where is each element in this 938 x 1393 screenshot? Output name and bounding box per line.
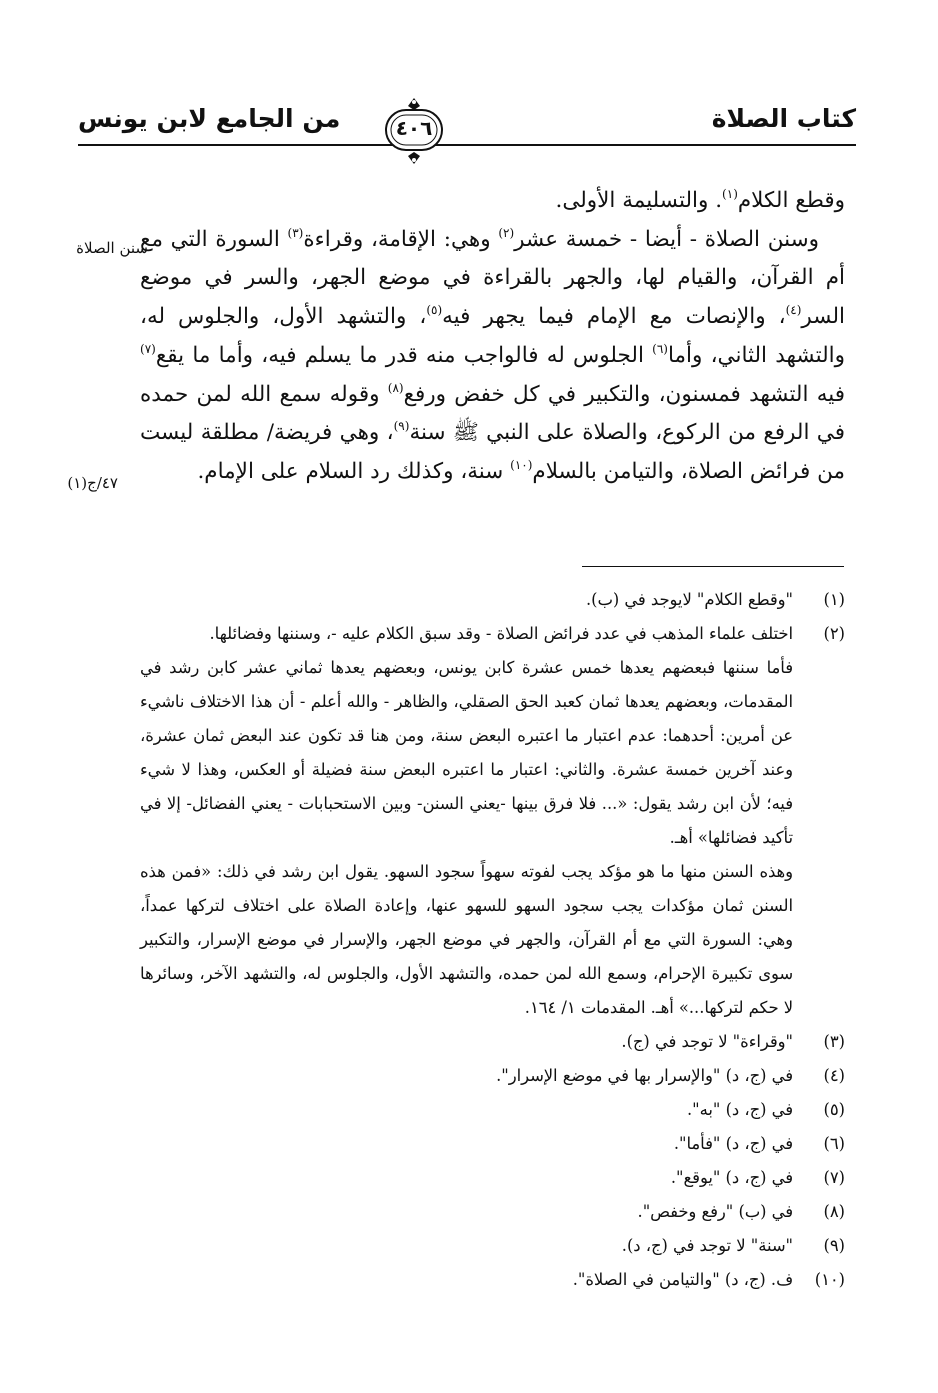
footnote-number: (٣) [823,1032,845,1051]
footnote-ref[interactable]: (٥) [426,303,443,318]
footnote-ref[interactable]: (٦) [652,341,668,356]
footnote-number: (٩) [823,1236,845,1255]
footnote-number: (٨) [823,1202,845,1221]
footnote: (٥) في (ج، د) "به". [140,1093,845,1127]
footnote-ref[interactable]: (٨) [387,380,404,395]
footnote-number: (٦) [823,1134,845,1153]
paragraph: وقطع الكلام$^{(١)}$. والتسليمة الأولى. [555,187,845,213]
footnote-number: (١) [823,590,845,609]
footnote: (٧) في (ج، د) "يوقع". [140,1161,845,1195]
footnotes [140,583,845,1297]
page-number: ٤٠٦ [395,116,433,140]
source-title: من الجامع لابن يونس [78,104,341,133]
footnote: (٤) في (ج، د) "والإسرار بها في موضع الإسرار". [140,1059,845,1093]
margin-note-folio: ٤٧/ج(١) [67,474,118,492]
running-header [78,96,856,166]
footnote-ref[interactable]: (٣) [287,225,304,240]
footnote-ref[interactable]: (٩) [393,419,410,434]
paragraph: وسنن الصلاة - أيضا - خمسة عشر$^{(٢)}$ وهي: الإقامة، وقراءة$^{(٣)}$ السورة التي مع أم القرآن، والقيام لها، والجهر بالقراءة في موضع الجهر، والسر في موضع السر$^{(٤)}$، والإنصات مع الإمام فيما يجهر فيه$^{(٥)}$، والتشهد الأول، والجلوس له، والتشهد الثاني، وأما$^{(٦)}$ الجلوس له فالواجب منه قدر ما يسلم فيه، وأما ما يقع$^{(٧)}$ فيه التشهد فمسنون، والتكبير في كل خفض ورفع$^{(٨)}$ وقوله سمع الله لمن حمده في الرفع من الركوع، والصلاة على النبي ﷺ سنة$^{(٩)}$، وهي فريضة/ مطلقة ليست من فرائض الصلاة، والتيامن بالسلام$^{(١٠)}$ سنة، وكذلك رد السلام على الإمام. [140,225,846,484]
footnote: (٢) اختلف علماء المذهب في عدد فرائض الصلاة - وقد سبق الكلام عليه -، وسننها وفضائلها. فأما سننها فبعضهم يعدها خمس عشرة كابن يونس، وبعضهم يعدها ثماني عشر كابن رشد في المقدمات، وبعضهم يعدها ثمان كعبد الحق الصقلي، والظاهر - والله أعلم - أن هذا الاختلاف ناشيء عن أمرين: أحدهما: عدم اعتبار ما اعتبره البعض سنة، ومن هنا قد تكون عند البعض ثمان عشرة، وعند آخرين خمسة عشرة. والثاني: اعتبار ما اعتبره البعض سنة فضيلة أو العكس، وهذا لا شيء فيه؛ لأن ابن رشد يقول: «... فلا فرق بينها -يعني السنن- وبين الاستحبابات - يعني الفضائل- إلا في تأكيد فضائلها» أهـ. وهذه السنن منها ما هو مؤكد يجب لفوته سهواً سجود السهو. يقول ابن رشد في ذلك: «فمن هذه السنن ثمان مؤكدات يجب سجود السهو للسهو عنها، وإعادة الصلاة على اختلاف لتركها عمداً، وهي: السورة التي مع أم القرآن، والجهر في موضع الجهر، والإسرار في موضع الإسرار، والتكبير سوى تكبيرة الإحرام، وسمع الله لمن حمده، والتشهد الأول، والجلوس له، والتشهد الآخر، وسائرها لا حكم لتركها...» أهـ. المقدمات ١/ ١٦٤. [140,617,845,1025]
footnote: (٩) "سنة" لا توجد في (ج، د). [140,1229,845,1263]
footnote-ref[interactable]: (١٠) [510,457,533,472]
footnote-number: (٤) [823,1066,845,1085]
footnote-ref[interactable]: (٢) [498,225,515,240]
footnote-ref[interactable]: (١) [722,187,738,201]
footnote-number: (٢) [823,624,845,643]
footnote: (٦) في (ج، د) "فأما". [140,1127,845,1161]
footnote-number: (٥) [823,1100,845,1119]
footnote: (١) "وقطع الكلام" لايوجد في (ب). [140,583,845,617]
footnote-number: (١٠) [814,1270,845,1289]
footnote: (١٠) ف. (ج، د) "والتيامن في الصلاة". [140,1263,845,1297]
margin-note-sunan: سنن الصلاة [76,239,148,257]
footnote: (٨) في (ب) "رفع وخفص". [140,1195,845,1229]
footnote-ref[interactable]: (٤) [785,303,802,318]
header-rule [78,144,856,146]
book-title: كتاب الصلاة [711,104,856,133]
footnote-ref[interactable]: (٧) [140,341,156,356]
main-text [140,182,845,492]
footnote-number: (٧) [823,1168,845,1187]
footnote: (٣) "وقراءة" لا توجد في (ج). [140,1025,845,1059]
footnote-divider [582,566,844,567]
